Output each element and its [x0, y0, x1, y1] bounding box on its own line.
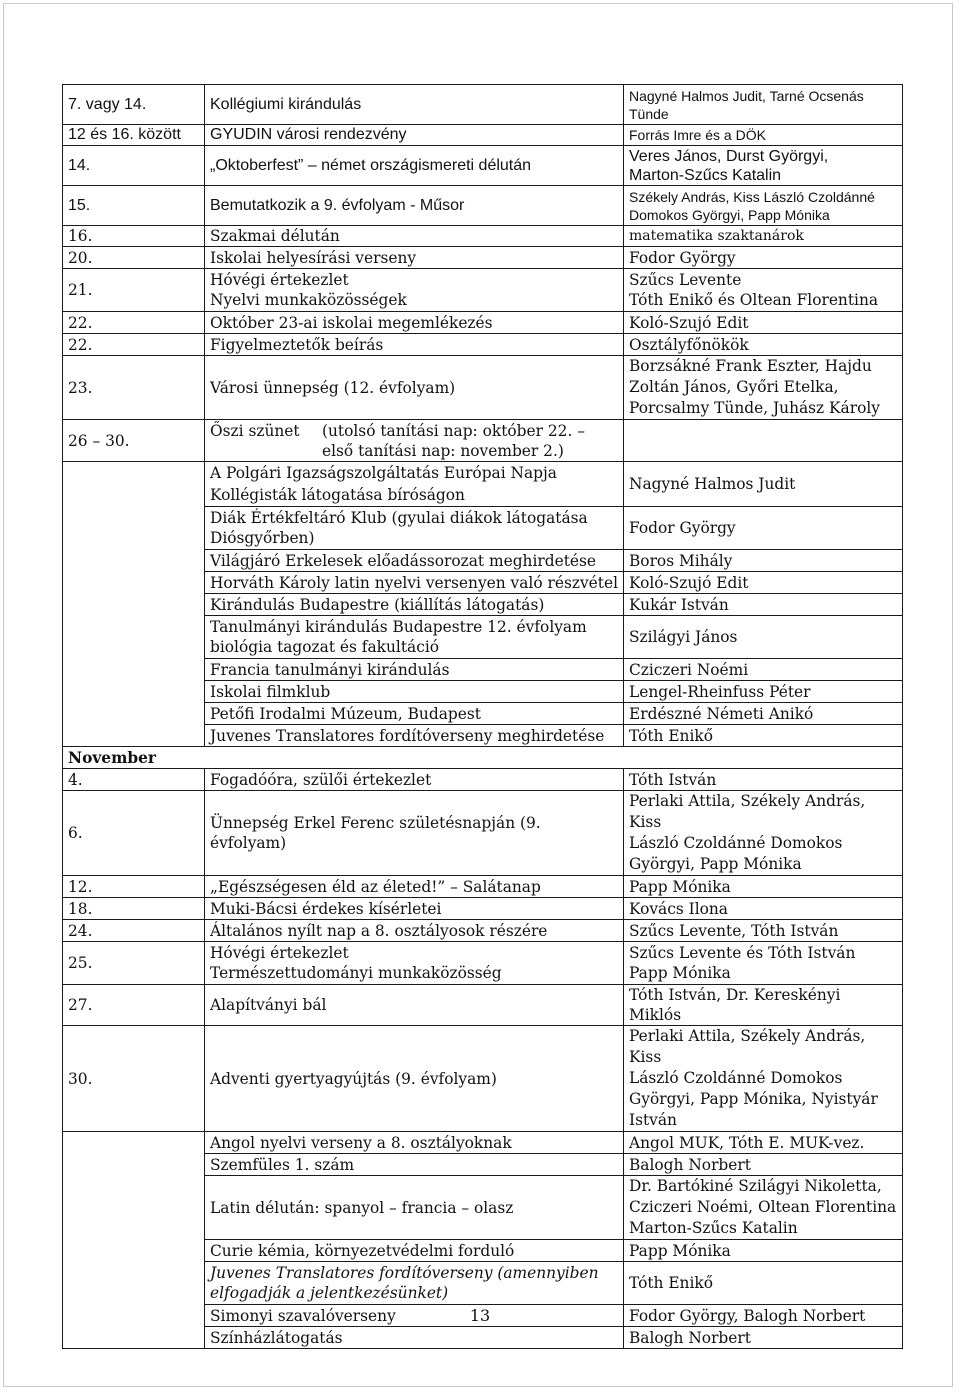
- table-row: [63, 186, 903, 226]
- event-cell: Simonyi szavalóverseny: [205, 1305, 624, 1327]
- date-cell: 16.: [63, 226, 205, 247]
- responsible-cell: matematika szaktanárok: [624, 226, 903, 247]
- date-cell: 27.: [63, 985, 205, 1026]
- event-cell: Juvenes Translatores fordítóverseny meghirdetése: [205, 725, 624, 747]
- event-cell: Bemutatkozik a 9. évfolyam - Műsor: [205, 186, 624, 226]
- responsible-cell: Szilágyi János: [624, 616, 903, 659]
- event-cell: Világjáró Erkelesek előadássorozat meghirdetése: [205, 550, 624, 572]
- table-row: [63, 247, 903, 269]
- table-row: [63, 125, 903, 146]
- date-cell: 14.: [63, 146, 205, 186]
- event-cell: Francia tanulmányi kirándulás: [205, 659, 624, 681]
- date-cell: 22.: [63, 334, 205, 356]
- table-row: [63, 146, 903, 186]
- responsible-cell: Veres János, Durst Györgyi, Marton-Szűcs Katalin: [624, 146, 903, 186]
- table-row: [63, 85, 903, 125]
- date-cell: 22.: [63, 312, 205, 334]
- date-cell: 12.: [63, 876, 205, 898]
- responsible-cell: Székely András, Kiss László Czoldánné Domokos Györgyi, Papp Mónika: [624, 186, 903, 226]
- responsible-cell: Tóth István: [624, 769, 903, 791]
- responsible-cell: Perlaki Attila, Székely András, Kiss László Czoldánné Domokos Györgyi, Papp Mónika: [624, 791, 903, 876]
- responsible-cell: Tóth István, Dr. Kereskényi Miklós: [624, 985, 903, 1026]
- event-cell: Curie kémia, környezetvédelmi forduló: [205, 1240, 624, 1262]
- responsible-cell: Lengel-Rheinfuss Péter: [624, 681, 903, 703]
- table-row: [63, 1026, 903, 1132]
- event-cell: Iskolai helyesírási verseny: [205, 247, 624, 269]
- date-cell: 7. vagy 14.: [63, 85, 205, 125]
- event-cell: Őszi szünet (utolsó tanítási nap: október 22. – első tanítási nap: november 2.): [205, 420, 624, 462]
- table-row: [63, 985, 903, 1026]
- table-row: [63, 791, 903, 876]
- responsible-cell: Borzsákné Frank Eszter, Hajdu Zoltán János, Győri Etelka, Porcsalmy Tünde, Juhász Károly: [624, 356, 903, 420]
- table-row: [63, 920, 903, 942]
- table-row: [63, 420, 903, 462]
- table-row: [63, 269, 903, 312]
- date-cell: 25.: [63, 942, 205, 985]
- event-cell: Kirándulás Budapestre (kiállítás látogatás): [205, 594, 624, 616]
- date-cell: 6.: [63, 791, 205, 876]
- event-cell: GYUDIN városi rendezvény: [205, 125, 624, 146]
- table-row: [63, 769, 903, 791]
- responsible-cell: Fodor György, Balogh Norbert: [624, 1305, 903, 1327]
- date-cell: 20.: [63, 247, 205, 269]
- month-heading: November: [63, 747, 903, 769]
- date-cell: 26 – 30.: [63, 420, 205, 462]
- event-cell: Fogadóóra, szülői értekezlet: [205, 769, 624, 791]
- event-cell: A Polgári Igazságszolgáltatás Európai Napja Kollégisták látogatása bíróságon: [205, 462, 624, 507]
- event-cell: Adventi gyertyagyújtás (9. évfolyam): [205, 1026, 624, 1132]
- event-cell: Színházlátogatás: [205, 1327, 624, 1349]
- responsible-cell: Nagyné Halmos Judit: [624, 462, 903, 507]
- date-cell: 4.: [63, 769, 205, 791]
- event-cell: Muki-Bácsi érdekes kísérletei: [205, 898, 624, 920]
- responsible-cell: Tóth Enikő: [624, 725, 903, 747]
- event-cell: Petőfi Irodalmi Múzeum, Budapest: [205, 703, 624, 725]
- event-cell: Ünnepség Erkel Ferenc születésnapján (9. évfolyam): [205, 791, 624, 876]
- event-cell: Szemfüles 1. szám: [205, 1154, 624, 1176]
- event-cell: Tanulmányi kirándulás Budapestre 12. évfolyam biológia tagozat és fakultáció: [205, 616, 624, 659]
- table-row: [63, 312, 903, 334]
- responsible-cell: [624, 420, 903, 462]
- event-cell: Kollégiumi kirándulás: [205, 85, 624, 125]
- event-cell: Iskolai filmklub: [205, 681, 624, 703]
- responsible-cell: Papp Mónika: [624, 1240, 903, 1262]
- table-row: [63, 942, 903, 985]
- event-cell: Október 23-ai iskolai megemlékezés: [205, 312, 624, 334]
- event-cell: Diák Értékfeltáró Klub (gyulai diákok látogatása Diósgyőrben): [205, 507, 624, 550]
- page-number: 13: [469, 1306, 491, 1325]
- date-cell: [63, 462, 205, 747]
- responsible-cell: Balogh Norbert: [624, 1327, 903, 1349]
- table-row: [63, 356, 903, 420]
- responsible-cell: Forrás Imre és a DÖK: [624, 125, 903, 146]
- event-cell: Alapítványi bál: [205, 985, 624, 1026]
- event-cell: Általános nyílt nap a 8. osztályosok részére: [205, 920, 624, 942]
- event-cell: Angol nyelvi verseny a 8. osztályoknak: [205, 1132, 624, 1154]
- date-cell: 21.: [63, 269, 205, 312]
- responsible-cell: Nagyné Halmos Judit, Tarné Ocsenás Tünde: [624, 85, 903, 125]
- date-cell: 30.: [63, 1026, 205, 1132]
- responsible-cell: Boros Mihály: [624, 550, 903, 572]
- responsible-cell: Koló-Szujó Edit: [624, 572, 903, 594]
- event-cell: Figyelmeztetők beírás: [205, 334, 624, 356]
- responsible-cell: Fodor György: [624, 507, 903, 550]
- event-cell: Juvenes Translatores fordítóverseny (amennyiben elfogadják a jelentkezésünket): [205, 1262, 624, 1305]
- responsible-cell: Kovács Ilona: [624, 898, 903, 920]
- table-row: [63, 876, 903, 898]
- date-cell: 23.: [63, 356, 205, 420]
- date-cell: 24.: [63, 920, 205, 942]
- responsible-cell: Papp Mónika: [624, 876, 903, 898]
- event-cell: „Oktoberfest” – német országismereti délután: [205, 146, 624, 186]
- schedule-table: [62, 84, 903, 1349]
- responsible-cell: Fodor György: [624, 247, 903, 269]
- table-row: [63, 334, 903, 356]
- responsible-cell: Koló-Szujó Edit: [624, 312, 903, 334]
- event-cell: Latin délután: spanyol – francia – olasz: [205, 1176, 624, 1240]
- responsible-cell: Osztályfőnökök: [624, 334, 903, 356]
- date-cell: 12 és 16. között: [63, 125, 205, 146]
- responsible-cell: Cziczeri Noémi: [624, 659, 903, 681]
- responsible-cell: Angol MUK, Tóth E. MUK-vez.: [624, 1132, 903, 1154]
- event-cell: Városi ünnepség (12. évfolyam): [205, 356, 624, 420]
- table-row: [63, 1132, 903, 1154]
- event-cell: Horváth Károly latin nyelvi versenyen való részvétel: [205, 572, 624, 594]
- responsible-cell: Dr. Bartókiné Szilágyi Nikoletta, Cziczeri Noémi, Oltean Florentina Marton-Szűcs Katalin: [624, 1176, 903, 1240]
- event-cell: Hóvégi értekezlet Nyelvi munkaközösségek: [205, 269, 624, 312]
- responsible-cell: Erdészné Németi Anikó: [624, 703, 903, 725]
- responsible-cell: Szűcs Levente, Tóth István: [624, 920, 903, 942]
- table-row: [63, 462, 903, 507]
- responsible-cell: Tóth Enikő: [624, 1262, 903, 1305]
- event-cell: Hóvégi értekezlet Természettudományi munkaközösség: [205, 942, 624, 985]
- date-cell: 15.: [63, 186, 205, 226]
- event-cell: „Egészségesen éld az életed!” – Salátanap: [205, 876, 624, 898]
- responsible-cell: Szűcs Levente Tóth Enikő és Oltean Florentina: [624, 269, 903, 312]
- responsible-cell: Perlaki Attila, Székely András, Kiss László Czoldánné Domokos Györgyi, Papp Mónika, Nyistyár István: [624, 1026, 903, 1132]
- month-heading-row: [63, 747, 903, 769]
- responsible-cell: Szűcs Levente és Tóth István Papp Mónika: [624, 942, 903, 985]
- date-cell: 18.: [63, 898, 205, 920]
- table-row: [63, 226, 903, 247]
- event-cell: Szakmai délután: [205, 226, 624, 247]
- responsible-cell: Balogh Norbert: [624, 1154, 903, 1176]
- table-row: [63, 898, 903, 920]
- responsible-cell: Kukár István: [624, 594, 903, 616]
